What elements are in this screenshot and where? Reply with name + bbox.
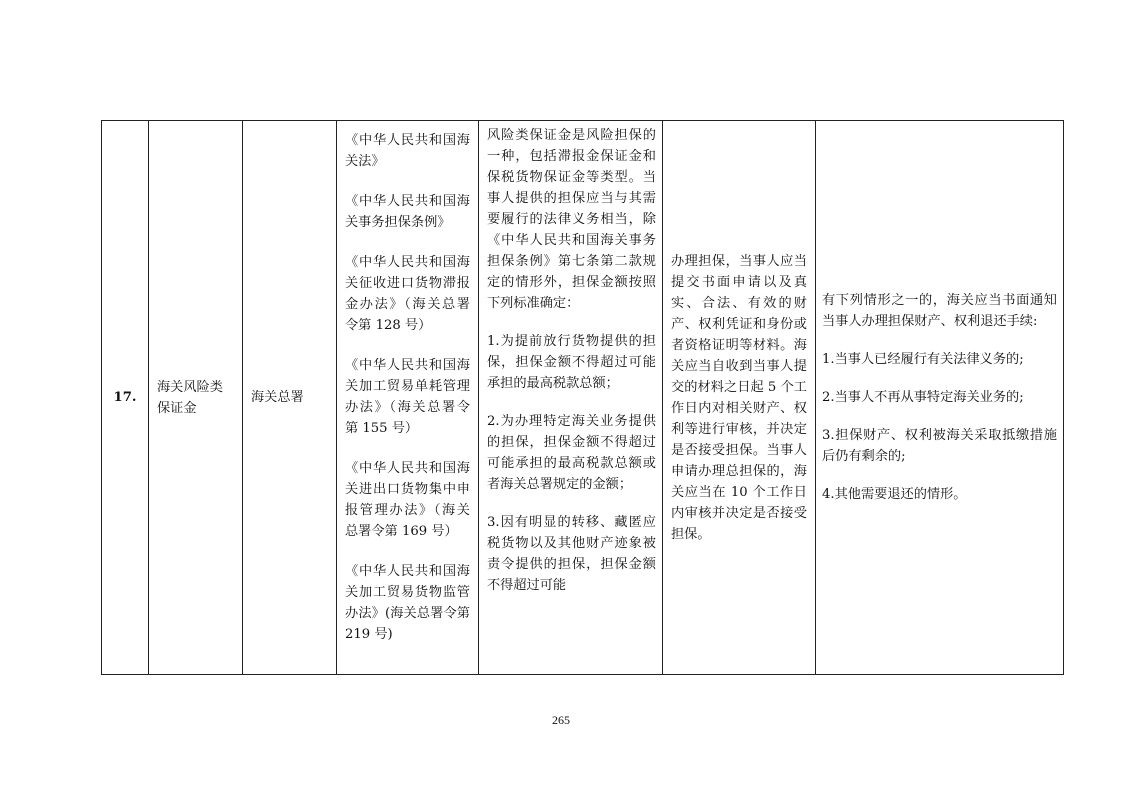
legal-basis-item: 《中华人民共和国海关进出口货物集中申报管理办法》（海关总署令第 169 号） bbox=[345, 461, 470, 539]
conditions-cell bbox=[479, 121, 663, 675]
return-text: 2.当事人不再从事特定海关业务的; bbox=[822, 390, 1024, 405]
return-text: 3.担保财产、权利被海关采取抵缴措施后仍有剩余的; bbox=[822, 428, 1057, 464]
return-text: 1.当事人已经履行有关法律义务的; bbox=[822, 352, 1024, 367]
legal-basis-item: 《中华人民共和国海关加工贸易货物监管办法》(海关总署令第 219 号) bbox=[345, 564, 470, 642]
condition-text: 1.为提前放行货物提供的担保，担保金额不得超过可能承担的最高税款总额； bbox=[487, 334, 656, 391]
condition-text: 2.为办理特定海关业务提供的担保，担保金额不得超过可能承担的最高税款总额或者海关总署规定的金额； bbox=[487, 414, 656, 492]
return-text: 4.其他需要退还的情形。 bbox=[822, 487, 967, 502]
row-number: 17. bbox=[102, 121, 149, 675]
item-name: 海关风险类保证金 bbox=[149, 121, 243, 675]
deposit-table bbox=[101, 120, 1064, 675]
condition-text: 3.因有明显的转移、藏匿应税货物以及其他财产迹象被责令提供的担保，担保金额不得超过可能 bbox=[487, 515, 656, 593]
return-cell bbox=[816, 121, 1064, 675]
table-row bbox=[102, 121, 1064, 675]
return-text: 有下列情形之一的，海关应当书面通知当事人办理担保财产、权利退还手续: bbox=[822, 293, 1057, 329]
procedure-text: 办理担保，当事人应当提交书面申请以及真实、合法、有效的财产、权利凭证和身份或者资格证明等材料。海关应当自收到当事人提交的材料之日起 5 个工作日内对相关财产、权利等进行审核，并决定是否接受担保。当事人申请办理总担保的，海关应当在 10 个工作日内审核并决定是否接受担保。 bbox=[671, 253, 807, 542]
legal-basis-item: 《中华人民共和国海关法》 bbox=[345, 133, 470, 169]
legal-basis-item: 《中华人民共和国海关事务担保条例》 bbox=[345, 194, 470, 230]
legal-basis-item: 《中华人民共和国海关加工贸易单耗管理办法》（海关总署令第 155 号） bbox=[345, 358, 470, 436]
authority: 海关总署 bbox=[243, 121, 337, 675]
procedure-cell bbox=[663, 121, 816, 675]
page-number: 265 bbox=[552, 713, 570, 727]
legal-basis-item: 《中华人民共和国海关征收进口货物滞报金办法》（海关总署令第 128 号） bbox=[345, 255, 470, 333]
legal-basis-cell bbox=[337, 121, 479, 675]
condition-text: 风险类保证金是风险担保的一种，包括滞报金保证金和保税货物保证金等类型。当事人提供的担保应当与其需要履行的法律义务相当，除《中华人民共和国海关事务担保条例》第七条第二款规定的情形外，担保金额按照下列标准确定： bbox=[487, 128, 656, 311]
